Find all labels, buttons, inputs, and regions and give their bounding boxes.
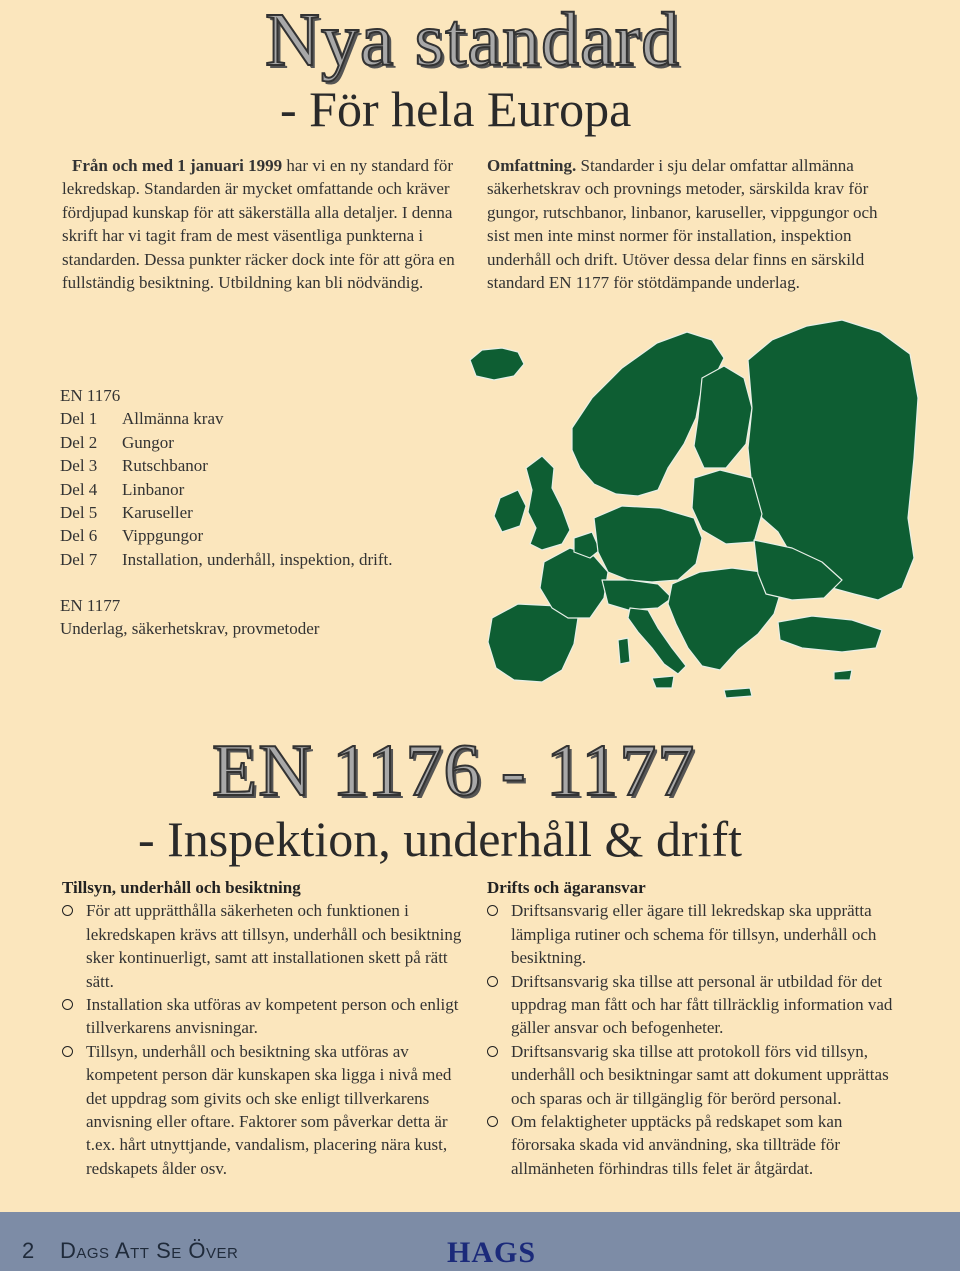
- bullet-text: Om felaktigheter upptäcks på redskapet som kan förorsaka skada vid användning, ska tillträde för allmänheten förhindras tills felet är åtgärdat.: [511, 1112, 843, 1178]
- right-bullet-list: [487, 899, 897, 1180]
- iceland-shape: [470, 348, 524, 380]
- bullet-text: För att upprätthålla säkerheten och funktionen i lekredskapen krävs att tillsyn, underhåll och besiktning sker kontinuerligt, samt att installationen skett på rätt sätt.: [86, 901, 462, 991]
- en1176-list: [60, 384, 480, 571]
- cyprus-shape: [834, 670, 852, 680]
- finland-shape: [694, 366, 752, 468]
- britain-shape: [526, 456, 570, 550]
- bullet-item: [62, 899, 476, 993]
- scope-text: Standarder i sju delar omfattar allmänna säkerhetskrav och provnings metoder, särskilda krav för gungor, rutschbanor, linbanor, karuseller, vippgungor och sist men inte minst normer för installation, inspektion underhåll och drift. Utöver dessa delar finns en särskild standard EN 1177 för stötdämpande underlag.: [487, 156, 878, 293]
- part-number: Del 5: [60, 503, 98, 523]
- bullet-text: Installation ska utföras av kompetent person och enligt tillverkarens anvisningar.: [86, 995, 459, 1038]
- part-number: Del 2: [60, 432, 98, 452]
- en1176-part-row: [60, 501, 480, 524]
- bullet-item: [487, 970, 897, 1040]
- en1176-heading: EN 1176: [60, 386, 121, 405]
- bullet-item: [487, 1110, 897, 1180]
- part-number: Del 6: [60, 526, 98, 546]
- bullet-text: Driftsansvarig ska tillse att personal är utbildad för det uppdrag man fått och har fått tillräcklig information vad gäller ansvar och befogenheter.: [511, 971, 893, 1038]
- left-bullet-list: [62, 899, 476, 1180]
- intro-paragraph: [62, 154, 474, 294]
- alpine-shape: [602, 580, 672, 610]
- intro-lead: Från och med 1 januari 1999: [72, 156, 283, 175]
- part-number: Del 3: [60, 456, 98, 476]
- bullet-item: [487, 1040, 897, 1110]
- en1176-part-row: [60, 431, 480, 454]
- central-europe-shape: [594, 506, 702, 582]
- bullet-item: [487, 899, 897, 969]
- section2-subtitle: - Inspektion, underhåll & drift: [138, 811, 743, 867]
- en1176-part-row: [60, 454, 480, 477]
- part-name: Rutschbanor: [122, 456, 208, 476]
- en1177-block: [60, 594, 480, 641]
- part-name: Vippgungor: [122, 526, 204, 546]
- bullet-item: [62, 993, 476, 1040]
- bullet-text: Driftsansvarig eller ägare till lekredskap ska upprätta lämpliga rutiner och schema för tillsyn, underhåll och besiktning.: [511, 901, 877, 968]
- en1176-part-row: [60, 478, 480, 501]
- turkey-shape: [778, 616, 882, 652]
- scope-paragraph: [487, 154, 897, 294]
- europe-map: [462, 318, 922, 738]
- hags-logo: HAGS: [447, 1236, 537, 1269]
- crete-shape: [724, 688, 752, 698]
- part-name: Linbanor: [122, 479, 185, 499]
- circle-bullet-icon: [62, 999, 73, 1010]
- part-name: Allmänna krav: [122, 409, 224, 429]
- circle-bullet-icon: [487, 976, 498, 987]
- circle-bullet-icon: [62, 1046, 73, 1057]
- circle-bullet-icon: [487, 1116, 498, 1127]
- en1177-heading: EN 1177: [60, 596, 121, 615]
- page-number: 2: [22, 1238, 35, 1263]
- sardinia-shape: [618, 638, 630, 664]
- scope-lead: Omfattning.: [487, 156, 577, 175]
- baltic-shape: [692, 470, 762, 544]
- en1176-part-row: [60, 524, 480, 547]
- part-name: Installation, underhåll, inspektion, drift.: [122, 549, 393, 569]
- circle-bullet-icon: [62, 905, 73, 916]
- en1176-part-row: [60, 407, 480, 430]
- part-number: Del 7: [60, 549, 98, 569]
- intro-text: har vi en ny standard för lekredskap. Standarden är mycket omfattande och kräver fördjupad kunskap för att säkerställa alla detaljer. I denna skrift har vi tagit fram de mest väsentliga punkterna i standarden. Dessa punkter räcker dock inte för att göra en fullständig besiktning. Utbildning kan bli nödvändig.: [62, 156, 455, 293]
- right-column: [487, 876, 897, 1180]
- part-name: Gungor: [122, 432, 174, 452]
- en1177-text: Underlag, säkerhetskrav, provmetoder: [60, 619, 320, 639]
- left-column-heading: Tillsyn, underhåll och besiktning: [62, 878, 301, 897]
- circle-bullet-icon: [487, 905, 498, 916]
- right-column-heading: Drifts och ägaransvar: [487, 878, 646, 897]
- part-name: Karuseller: [122, 503, 193, 523]
- section2-title: EN 1176 - 1177: [212, 730, 696, 812]
- bullet-text: Driftsansvarig ska tillse att protokoll förs vid tillsyn, underhåll och besiktningar samt att dokument upprättas och sparas och är tillgänglig för berörd personal.: [511, 1041, 889, 1108]
- ireland-shape: [494, 490, 526, 532]
- sicily-shape: [652, 676, 674, 688]
- bullet-text: Tillsyn, underhåll och besiktning ska utföras av kompetent person där kunskapen ska ligga i nivå med det uppdrag som givits och ske enligt tillverkarens anvisning eller oftare. Faktorer som påverkar detta är t.ex. hårt utnyttjande, vandalism, placering nära kust, redskapets ålder osv.: [86, 1041, 452, 1178]
- en1176-part-row: [60, 548, 480, 571]
- footer-bar: [0, 1212, 960, 1271]
- page-subtitle: - För hela Europa: [280, 81, 632, 137]
- left-column: [62, 876, 476, 1180]
- bullet-item: [62, 1040, 476, 1180]
- circle-bullet-icon: [487, 1046, 498, 1057]
- page-title: Nya standard: [265, 0, 681, 82]
- part-number: Del 4: [60, 479, 98, 499]
- footer-title: Dags Att Se Över: [60, 1238, 239, 1263]
- part-number: Del 1: [60, 409, 98, 429]
